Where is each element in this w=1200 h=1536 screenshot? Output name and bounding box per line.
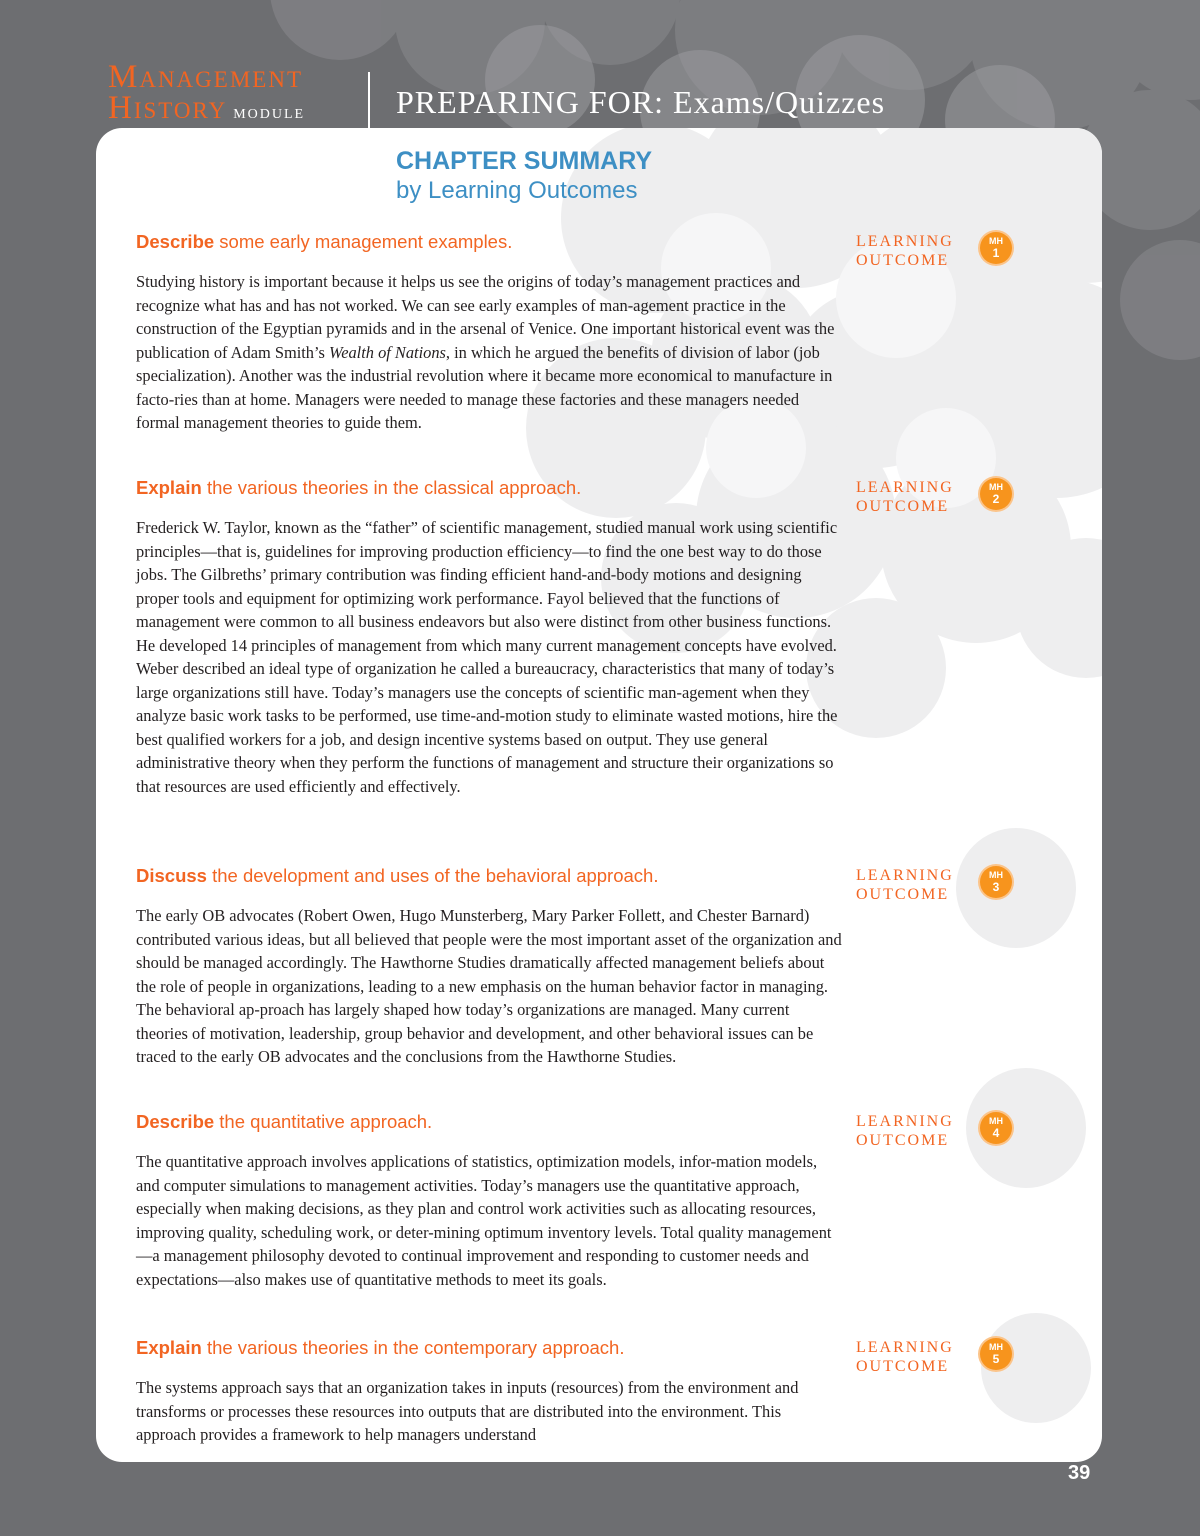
learning-outcome-5 — [856, 1334, 1096, 1398]
chapter-summary-subtitle: by Learning Outcomes — [396, 177, 638, 204]
section-heading — [136, 476, 842, 500]
brand-module: module — [233, 101, 306, 123]
lo-line1: LEARNING — [856, 479, 954, 496]
badge-number: 2 — [992, 492, 1000, 506]
lo-line2: OUTCOME — [856, 1132, 950, 1149]
lo-line1: LEARNING — [856, 1339, 954, 1356]
section-verb: Discuss — [136, 865, 207, 886]
badge-prefix: MH — [989, 482, 1003, 492]
brand-history-line — [108, 90, 306, 128]
lo-line1: LEARNING — [856, 1113, 954, 1130]
badge-number: 4 — [992, 1126, 1000, 1140]
section-body: Frederick W. Taylor, known as the “father” of scientific management, studied manual work using scientific principles—that is, guidelines for improving production efficiency—to find the one best way to do those jobs. The Gilbreths’ primary contribution was finding efficient hand-and-body motions and designing proper tools and equipment for optimizing work performance. Fayol believed that the functions of management were common to all business endeavors but also were distinct from other business functions. He developed 14 principles of management from which many current management concepts have evolved. Weber described an ideal type of organization he called a bureaucracy, characteristics that many of today’s large organizations still have. Today’s managers use the concepts of scientific man-agement when they analyze basic work tasks to be performed, use time-and-motion study to eliminate wasted motions, hire the best qualified workers for a job, and design incentive systems based on output. They use general administrative theory when they perform the functions of management and structure their organizations so that resources are used efficiently and effectively. — [136, 518, 838, 796]
section-heading-rest: some early management examples. — [214, 231, 513, 252]
lo-line1: LEARNING — [856, 233, 954, 250]
learning-outcome-label — [856, 232, 954, 270]
brand-management: Management — [108, 59, 303, 95]
section-1 — [136, 230, 842, 435]
learning-outcome-1 — [856, 228, 1096, 292]
page-number: 39 — [1068, 1462, 1091, 1484]
section-heading — [136, 1336, 842, 1360]
section-heading-rest: the various theories in the contemporary approach. — [201, 1337, 625, 1358]
header-divider — [368, 72, 370, 150]
badge-number: 1 — [992, 246, 1000, 260]
badge-number: 3 — [992, 880, 1000, 894]
section-2 — [136, 476, 842, 798]
chapter-summary-title: CHAPTER SUMMARY — [396, 147, 653, 175]
chapter-summary-heading — [396, 146, 652, 206]
brand-history: History — [108, 90, 228, 126]
learning-outcome-badge — [980, 232, 1012, 264]
badge-number: 5 — [992, 1352, 1000, 1366]
section-verb: Explain — [136, 1337, 202, 1358]
lo-line2: OUTCOME — [856, 252, 950, 269]
section-heading-rest: the various theories in the classical approach. — [201, 477, 582, 498]
section-body: The systems approach says that an organization takes in inputs (resources) from the environment and transforms or processes these resources into outputs that are distributed into the environment. This approach provides a framework to help managers understand — [136, 1378, 799, 1444]
badge-prefix: MH — [989, 1342, 1003, 1352]
lo-line1: LEARNING — [856, 867, 954, 884]
section-body: The early OB advocates (Robert Owen, Hugo Munsterberg, Mary Parker Follett, and Chester Barnard) contributed various ideas, but all believed that people were the most important asset of the organization and should be managed accordingly. The Hawthorne Studies dramatically affected management beliefs about the role of people in organizations, leading to a new emphasis on the human behavior factor in managing. The behavioral ap-proach has largely shaped how today’s organizations are managed. Many current theories of motivation, leadership, group behavior and development, and other behavioral issues can be traced to the early OB advocates and the conclusions from the Hawthorne Studies. — [136, 906, 842, 1066]
section-verb: Describe — [136, 1111, 215, 1132]
section-verb: Describe — [136, 231, 215, 252]
section-heading-rest: the quantitative approach. — [214, 1111, 433, 1132]
section-3 — [136, 864, 842, 1069]
section-heading — [136, 230, 842, 254]
learning-outcome-badge — [980, 866, 1012, 898]
section-5 — [136, 1336, 842, 1447]
learning-outcome-2 — [856, 474, 1096, 538]
section-verb: Explain — [136, 477, 202, 498]
learning-outcome-label — [856, 1338, 954, 1376]
section-4 — [136, 1110, 842, 1291]
section-heading — [136, 864, 842, 888]
learning-outcome-3 — [856, 862, 1096, 926]
learning-outcome-badge — [980, 1112, 1012, 1144]
badge-prefix: MH — [989, 236, 1003, 246]
page-title: PREPARING FOR: Exams/Quizzes — [396, 84, 886, 120]
module-brand — [108, 59, 306, 128]
learning-outcome-label — [856, 478, 954, 516]
badge-prefix: MH — [989, 1116, 1003, 1126]
lo-line2: OUTCOME — [856, 886, 950, 903]
section-heading — [136, 1110, 842, 1134]
badge-prefix: MH — [989, 870, 1003, 880]
learning-outcome-label — [856, 866, 954, 904]
lo-line2: OUTCOME — [856, 1358, 950, 1375]
learning-outcome-badge — [980, 478, 1012, 510]
section-body: Studying history is important because it helps us see the origins of today’s management practices and recognize what has and has not worked. We can see early examples of man-agement practice in the construction of the Egyptian pyramids and in the arsenal of Venice. One important historical event was the publication of Adam Smith’s Wealth of Nations, in which he argued the benefits of division of labor (job specialization). Another was the industrial revolution where it became more economical to manufacture in facto-ries than at home. Managers were needed to manage these factories and these managers needed formal management theories to guide them. — [136, 272, 835, 432]
content-panel — [96, 128, 1102, 1462]
learning-outcome-badge — [980, 1338, 1012, 1370]
learning-outcome-4 — [856, 1108, 1096, 1172]
lo-line2: OUTCOME — [856, 498, 950, 515]
learning-outcome-label — [856, 1112, 954, 1150]
section-heading-rest: the development and uses of the behavioral approach. — [206, 865, 659, 886]
section-body: The quantitative approach involves applications of statistics, optimization models, infor-mation models, and computer simulations to management activities. Today’s managers use the quantitative approach, especially when making decisions, as they plan and control work activities such as allocating resources, improving quality, scheduling work, or deter-mining optimum inventory levels. Total quality management—a management philosophy devoted to continual improvement and responding to customer needs and expectations—also makes use of quantitative methods to meet its goals. — [136, 1152, 832, 1289]
